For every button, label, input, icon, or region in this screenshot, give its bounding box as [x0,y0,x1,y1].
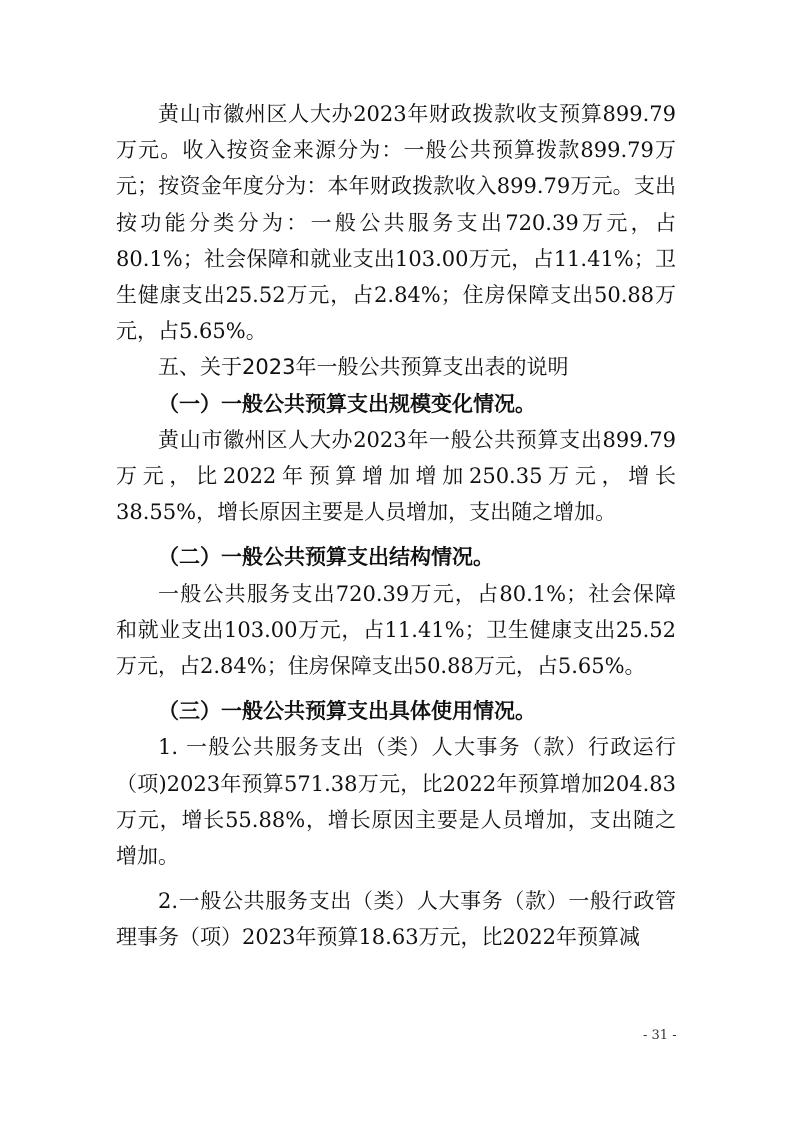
paragraph-structure: 一般公共服务支出720.39万元，占80.1%；社会保障和就业支出103.00万元，占11.41%；卫生健康支出25.52万元，占2.84%；住房保障支出50.88万元，占5.65%。 [116,581,676,679]
subheading-structure: （二）一般公共预算支出结构情况。 [158,545,494,570]
paragraph-scale-change: 黄山市徽州区人大办2023年一般公共预算支出899.79万元，比2022年预算增加增加250.35万元，增长38.55%，增长原因主要是人员增加，支出随之增加。 [116,427,676,525]
paragraph-budget-summary: 黄山市徽州区人大办2023年财政拨款收支预算899.79万元。收入按资金来源分为：一般公共预算拨款899.79万元；按资金年度分为：本年财政拨款收入899.79万元。支出按功能分类分为：一般公共服务支出720.39万元，占80.1%；社会保障和就业支出103.00万元，占11.41%；卫生健康支出25.52万元，占2.84%；住房保障支出50.88万元，占5.65%。 [116,102,676,344]
paragraph-item-1: 1. 一般公共服务支出（类）人大事务（款）行政运行（项)2023年预算571.38万元，比2022年预算增加204.83万元，增长55.88%，增长原因主要是人员增加，支出随之增加。 [116,735,676,869]
section-heading-five: 五、关于2023年一般公共预算支出表的说明 [158,355,569,380]
paragraph-item-2: 2.一般公共服务支出（类）人大事务（款）一般行政管理事务（项）2023年预算18.63万元，比2022年预算减 [116,889,676,950]
document-body [116,96,676,956]
subheading-scale-change: （一）一般公共预算支出规模变化情况。 [158,391,536,416]
subheading-specific-use: （三）一般公共预算支出具体使用情况。 [158,699,536,724]
page-number: - 31 - [643,1028,677,1043]
